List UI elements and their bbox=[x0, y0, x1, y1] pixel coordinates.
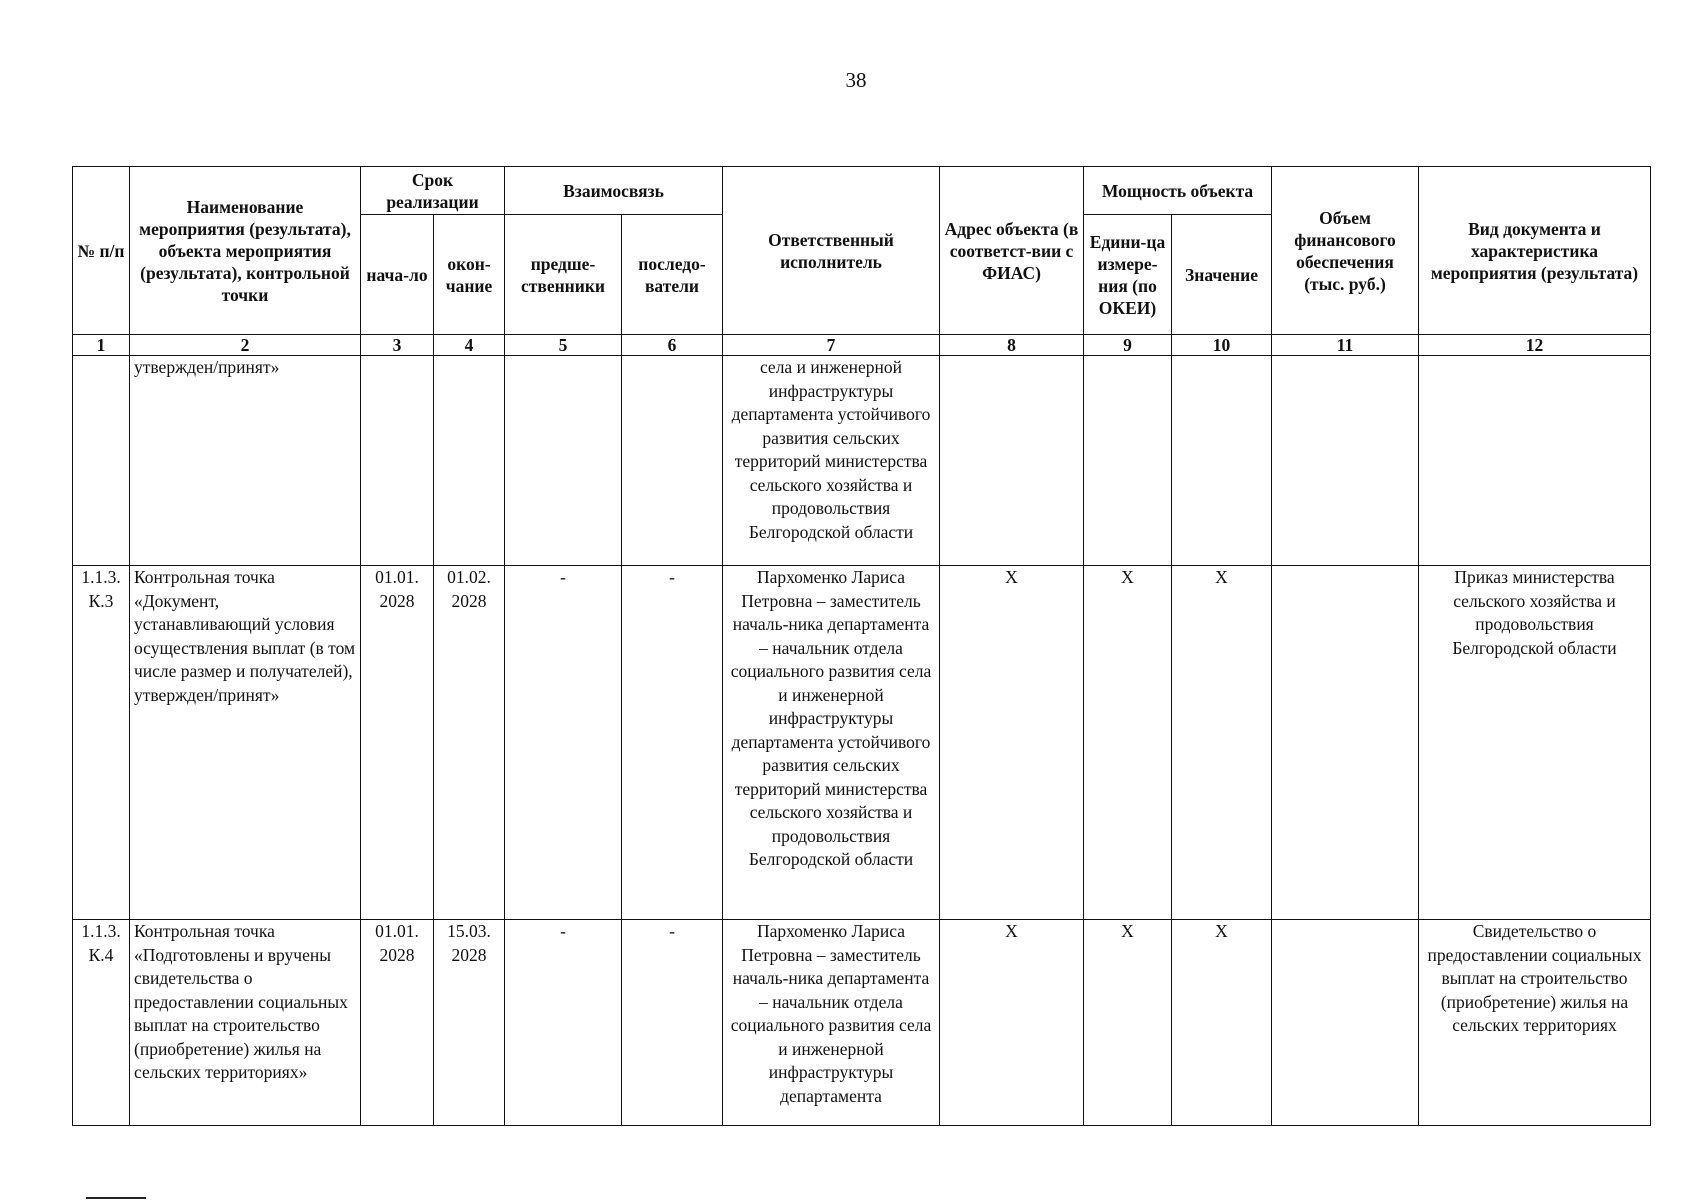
cell-responsible: Пархоменко Лариса Петровна – заместитель началь-ника департамента – начальник отдела социального развития села и инженерной инфраструктуры департамента bbox=[723, 920, 940, 1126]
cell-unit bbox=[1084, 356, 1172, 566]
cell-address: Х bbox=[940, 920, 1084, 1126]
header-finance: Объем финансового обеспечения (тыс. руб.) bbox=[1272, 167, 1419, 335]
header-term-end: окон-чание bbox=[434, 215, 505, 335]
cell-num: 1.1.3. К.4 bbox=[73, 920, 130, 1126]
header-address: Адрес объекта (в соответст-вии с ФИАС) bbox=[940, 167, 1084, 335]
header-link-prev: предше-ственники bbox=[505, 215, 622, 335]
cell-unit: Х bbox=[1084, 566, 1172, 920]
column-number: 5 bbox=[505, 335, 622, 356]
column-number: 4 bbox=[434, 335, 505, 356]
cell-finance bbox=[1272, 356, 1419, 566]
header-link-next: последо-ватели bbox=[622, 215, 723, 335]
cell-responsible: Пархоменко Лариса Петровна – заместитель началь-ника департамента – начальник отдела социального развития села и инженерной инфраструктуры департамента устойчивого развития сельских территорий министерства сельского хозяйства и продовольствия Белгородской области bbox=[723, 566, 940, 920]
header-term: Срок реализации bbox=[361, 167, 505, 215]
header-link: Взаимосвязь bbox=[505, 167, 723, 215]
cell-name: Контрольная точка «Документ, устанавливающий условия осуществления выплат (в том числе размер и получателей), утвержден/принят» bbox=[130, 566, 361, 920]
column-number-row bbox=[73, 335, 1651, 356]
header-num: № п/п bbox=[73, 167, 130, 335]
footnote-separator bbox=[86, 1197, 146, 1199]
cell-address bbox=[940, 356, 1084, 566]
table-row bbox=[73, 566, 1651, 920]
column-number: 10 bbox=[1172, 335, 1272, 356]
cell-prev bbox=[505, 356, 622, 566]
cell-finance bbox=[1272, 920, 1419, 1126]
column-number: 7 bbox=[723, 335, 940, 356]
header-responsible: Ответственный исполнитель bbox=[723, 167, 940, 335]
cell-end bbox=[434, 356, 505, 566]
header-name: Наименование мероприятия (результата), объекта мероприятия (результата), контрольной точки bbox=[130, 167, 361, 335]
cell-value: Х bbox=[1172, 566, 1272, 920]
cell-name: утвержден/принят» bbox=[130, 356, 361, 566]
column-number: 2 bbox=[130, 335, 361, 356]
column-number: 8 bbox=[940, 335, 1084, 356]
cell-next bbox=[622, 356, 723, 566]
cell-start: 01.01. 2028 bbox=[361, 920, 434, 1126]
cell-doc: Свидетельство о предоставлении социальных выплат на строительство (приобретение) жилья на сельских территориях bbox=[1419, 920, 1651, 1126]
cell-start bbox=[361, 356, 434, 566]
cell-name: Контрольная точка «Подготовлены и вручены свидетельства о предоставлении социальных выплат на строительство (приобретение) жилья на сельских территориях» bbox=[130, 920, 361, 1126]
column-number: 9 bbox=[1084, 335, 1172, 356]
cell-end: 15.03. 2028 bbox=[434, 920, 505, 1126]
cell-prev: - bbox=[505, 920, 622, 1126]
cell-value: Х bbox=[1172, 920, 1272, 1126]
cell-value bbox=[1172, 356, 1272, 566]
column-number: 11 bbox=[1272, 335, 1419, 356]
header-term-start: нача-ло bbox=[361, 215, 434, 335]
cell-next: - bbox=[622, 920, 723, 1126]
column-number: 3 bbox=[361, 335, 434, 356]
column-number: 1 bbox=[73, 335, 130, 356]
cell-num: 1.1.3. К.3 bbox=[73, 566, 130, 920]
page-number: 38 bbox=[845, 68, 867, 92]
cell-unit: Х bbox=[1084, 920, 1172, 1126]
cell-num bbox=[73, 356, 130, 566]
cell-doc: Приказ министерства сельского хозяйства и продовольствия Белгородской области bbox=[1419, 566, 1651, 920]
header-capacity: Мощность объекта bbox=[1084, 167, 1272, 215]
header-doc-type: Вид документа и характеристика мероприятия (результата) bbox=[1419, 167, 1651, 335]
cell-address: Х bbox=[940, 566, 1084, 920]
cell-next: - bbox=[622, 566, 723, 920]
cell-finance bbox=[1272, 566, 1419, 920]
activities-table bbox=[72, 166, 1651, 1126]
column-number: 6 bbox=[622, 335, 723, 356]
cell-start: 01.01. 2028 bbox=[361, 566, 434, 920]
table-row bbox=[73, 356, 1651, 566]
header-capacity-value: Значение bbox=[1172, 215, 1272, 335]
header-capacity-unit: Едини-ца измере-ния (по ОКЕИ) bbox=[1084, 215, 1172, 335]
cell-responsible: села и инженерной инфраструктуры департамента устойчивого развития сельских территорий министерства сельского хозяйства и продовольствия Белгородской области bbox=[723, 356, 940, 566]
cell-doc bbox=[1419, 356, 1651, 566]
column-number: 12 bbox=[1419, 335, 1651, 356]
cell-end: 01.02. 2028 bbox=[434, 566, 505, 920]
table-row bbox=[73, 920, 1651, 1126]
cell-prev: - bbox=[505, 566, 622, 920]
